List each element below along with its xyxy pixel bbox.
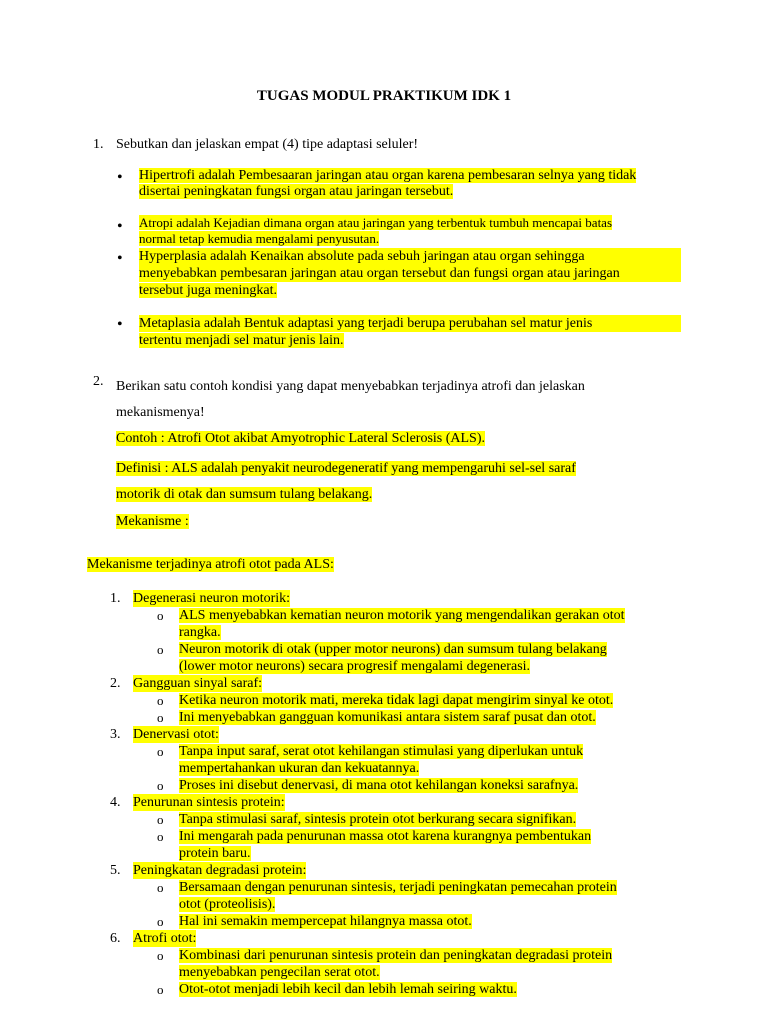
step-1-sub-1-line-2: rangka. [179, 625, 221, 640]
step-2-sub-2 [0, 709, 768, 726]
step-3-sub-2-line-1: Proses ini disebut denervasi, di mana otot kehilangan koneksi sarafnya. [179, 778, 579, 793]
step-6-sub-1-line-1: Kombinasi dari penurunan sintesis protein dan peningkatan degradasi protein [179, 948, 613, 963]
example-line: Contoh : Atrofi Otot akibat Amyotrophic Lateral Sclerosis (ALS). [116, 431, 485, 446]
step-1-number: 1. [110, 591, 121, 606]
circle-bullet-icon: o [157, 880, 164, 895]
step-4-sub-1 [0, 811, 768, 828]
step-4-sub-2-line-2: protein baru. [179, 846, 251, 861]
step-4-label: Penurunan sintesis protein: [133, 795, 285, 810]
step-1-label: Degenerasi neuron motorik: [133, 591, 291, 606]
step-3-number: 3. [110, 727, 121, 742]
definition-line-2: motorik di otak dan sumsum tulang belakang. [116, 487, 373, 502]
step-6 [0, 930, 768, 947]
step-3-sub-1-line-1: Tanpa input saraf, serat otot kehilangan stimulasi yang diperlukan untuk [179, 744, 584, 759]
step-2-sub-1-line-1: Ketika neuron motorik mati, mereka tidak lagi dapat mengirim sinyal ke otot. [179, 693, 614, 708]
step-4 [0, 794, 768, 811]
circle-bullet-icon: o [157, 608, 164, 623]
step-5-sub-2-line-1: Hal ini semakin mempercepat hilangnya massa otot. [179, 914, 472, 929]
step-5-label: Peningkatan degradasi protein: [133, 863, 307, 878]
step-1-sub-2-line-1: Neuron motorik di otak (upper motor neurons) dan sumsum tulang belakang [179, 642, 607, 657]
mechanism-heading: Mekanisme terjadinya atrofi otot pada ALS: [87, 557, 334, 572]
page-title: TUGAS MODUL PRAKTIKUM IDK 1 [256, 88, 512, 104]
step-5-sub-1-line-1: Bersamaan dengan penurunan sintesis, terjadi peningkatan pemecahan protein [179, 880, 617, 895]
step-5-sub-1 [0, 879, 768, 913]
step-5-sub-1-line-2: otot (proteolisis). [179, 897, 276, 912]
adaptation-item-2-line-2: normal tetap kemudia mengalami penyusutan. [139, 231, 380, 246]
step-2-number: 2. [110, 676, 121, 691]
step-6-sub-2 [0, 981, 768, 998]
step-6-number: 6. [110, 931, 121, 946]
circle-bullet-icon: o [157, 744, 164, 759]
mechanism-steps [0, 590, 768, 998]
adaptation-item-3-line-3: tersebut juga meningkat. [139, 283, 278, 298]
step-2-label: Gangguan sinyal saraf: [133, 676, 263, 691]
question-2-line-1: Berikan satu contoh kondisi yang dapat menyebabkan terjadinya atrofi dan jelaskan [116, 379, 585, 394]
step-5-sub-2 [0, 913, 768, 930]
bullet-icon: • [117, 316, 123, 333]
adaptation-item-1-line-2: disertai peningkatan fungsi organ atau jaringan tersebut. [139, 184, 454, 199]
step-2-sub-1 [0, 692, 768, 709]
adaptation-item-2-line-1: Atropi adalah Kejadian dimana organ atau jaringan yang terbentuk tumbuh mencapai batas [139, 215, 613, 230]
circle-bullet-icon: o [157, 693, 164, 708]
step-2-sub-2-line-1: Ini menyebabkan gangguan komunikasi antara sistem saraf pusat dan otot. [179, 710, 596, 725]
circle-bullet-icon: o [157, 710, 164, 725]
circle-bullet-icon: o [157, 914, 164, 929]
step-6-sub-1-line-2: menyebabkan pengecilan serat otot. [179, 965, 380, 980]
step-3-sub-2 [0, 777, 768, 794]
circle-bullet-icon: o [157, 829, 164, 844]
question-2-line-2: mekanismenya! [116, 405, 205, 420]
step-3-sub-1-line-2: mempertahankan ukuran dan kekuatannya. [179, 761, 420, 776]
step-3-label: Denervasi otot: [133, 727, 219, 742]
adaptation-item-2 [139, 215, 681, 247]
step-1-sub-1 [0, 607, 768, 641]
definition-line-1: Definisi : ALS adalah penyakit neurodegeneratif yang mempengaruhi sel-sel saraf [116, 461, 576, 476]
definition-block [116, 456, 576, 508]
adaptation-item-3-line-1: Hyperplasia adalah Kenaikan absolute pada sebuh jaringan atau organ sehingga [139, 248, 681, 265]
question-2-number: 2. [93, 374, 104, 389]
circle-bullet-icon: o [157, 948, 164, 963]
adaptation-item-3 [139, 248, 681, 299]
circle-bullet-icon: o [157, 982, 164, 997]
step-2 [0, 675, 768, 692]
circle-bullet-icon: o [157, 778, 164, 793]
step-4-sub-2 [0, 828, 768, 862]
circle-bullet-icon: o [157, 642, 164, 657]
step-3-sub-1 [0, 743, 768, 777]
question-1-text: Sebutkan dan jelaskan empat (4) tipe adaptasi seluler! [116, 137, 419, 152]
question-2-text [116, 374, 660, 426]
adaptation-item-4-line-1: Metaplasia adalah Bentuk adaptasi yang terjadi berupa perubahan sel matur jenis [139, 315, 681, 332]
step-6-sub-1 [0, 947, 768, 981]
step-6-sub-2-line-1: Otot-otot menjadi lebih kecil dan lebih lemah seiring waktu. [179, 982, 517, 997]
bullet-icon: • [117, 169, 123, 186]
bullet-icon: • [117, 218, 123, 235]
adaptation-item-4-line-2: tertentu menjadi sel matur jenis lain. [139, 333, 344, 348]
step-4-number: 4. [110, 795, 121, 810]
adaptation-item-4 [139, 315, 681, 349]
step-1-sub-1-line-1: ALS menyebabkan kematian neuron motorik yang mengendalikan gerakan otot [179, 608, 625, 623]
step-3 [0, 726, 768, 743]
step-1-sub-2 [0, 641, 768, 675]
step-6-label: Atrofi otot: [133, 931, 197, 946]
step-5-number: 5. [110, 863, 121, 878]
circle-bullet-icon: o [157, 812, 164, 827]
bullet-icon: • [117, 250, 123, 267]
step-1 [0, 590, 768, 607]
adaptation-item-3-line-2: menyebabkan pembesaran jaringan atau organ tersebut dan fungsi organ atau jaringan [139, 265, 681, 282]
mechanism-label: Mekanisme : [116, 514, 189, 529]
step-4-sub-2-line-1: Ini mengarah pada penurunan massa otot karena kurangnya pembentukan [179, 829, 592, 844]
step-4-sub-1-line-1: Tanpa stimulasi saraf, sintesis protein otot berkurang secara signifikan. [179, 812, 577, 827]
adaptation-item-1 [139, 168, 636, 200]
adaptation-item-1-line-1: Hipertrofi adalah Pembesaaran jaringan atau organ karena pembesaran selnya yang tidak [139, 168, 637, 183]
step-1-sub-2-line-2: (lower motor neurons) secara progresif mengalami degenerasi. [179, 659, 531, 674]
question-1-number: 1. [93, 137, 104, 152]
step-5 [0, 862, 768, 879]
